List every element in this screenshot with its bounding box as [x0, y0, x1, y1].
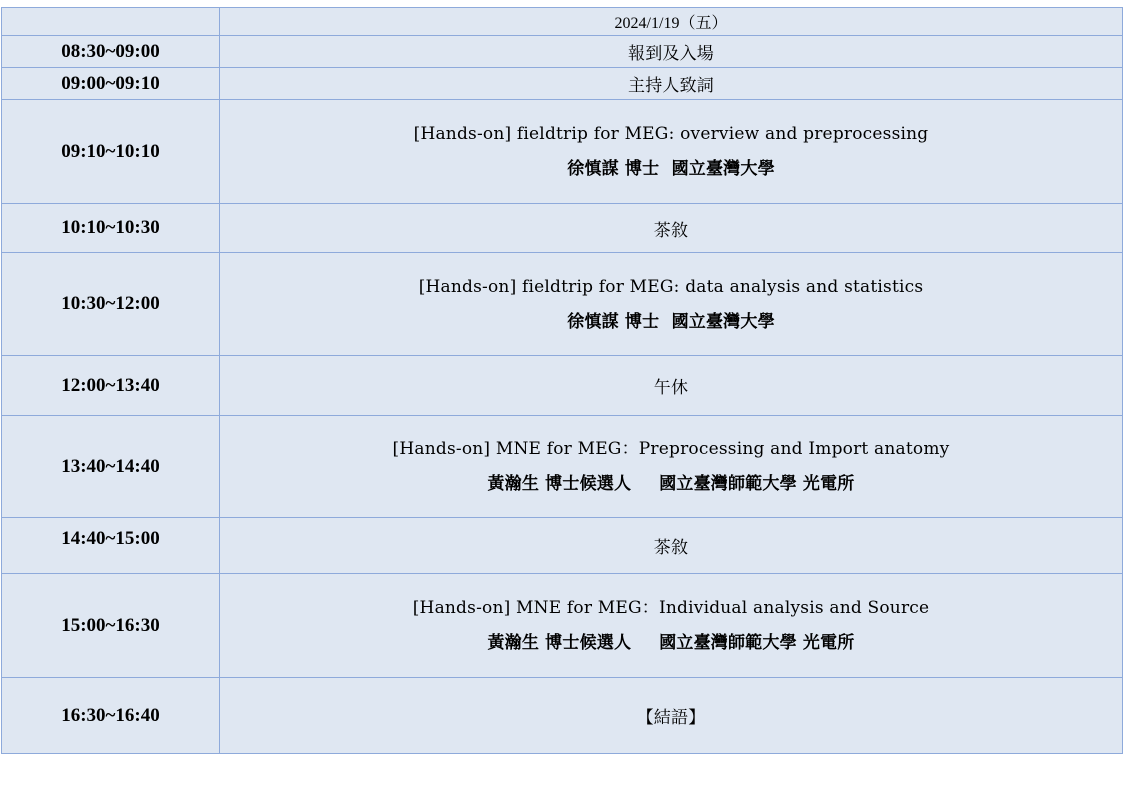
table-row — [2, 68, 1123, 100]
table-row — [2, 574, 1123, 678]
speaker-affiliation: 國立臺灣大學 — [671, 311, 775, 332]
table-row — [2, 356, 1123, 416]
speaker-name: 黃瀚生 博士候選人 — [487, 474, 632, 494]
session-title: [Hands-on] fieldtrip for MEG: data analysis and statistics — [418, 276, 924, 297]
schedule-table — [1, 7, 1123, 754]
time-cell: 16:30~16:40 — [2, 678, 220, 754]
time-cell: 10:30~12:00 — [2, 253, 220, 356]
date-header-cell: 2024/1/19（五） — [220, 8, 1123, 36]
time-cell: 09:10~10:10 — [2, 100, 220, 204]
header-row — [2, 8, 1123, 36]
time-cell: 15:00~16:30 — [2, 574, 220, 678]
program-cell: 午休 — [220, 356, 1123, 416]
session-title: [Hands-on] MNE for MEG：Preprocessing and Import anatomy — [392, 439, 950, 459]
program-cell — [220, 574, 1123, 678]
time-cell: 14:40~15:00 — [2, 518, 220, 574]
table-row — [2, 204, 1123, 253]
program-cell: 主持人致詞 — [220, 68, 1123, 100]
program-cell: 【結語】 — [220, 678, 1123, 754]
session-title: [Hands-on] fieldtrip for MEG: overview and preprocessing — [413, 124, 929, 144]
time-header-cell — [2, 8, 220, 36]
speaker-line — [220, 158, 1122, 180]
speaker-affiliation: 國立臺灣大學 — [671, 159, 775, 179]
speaker-affiliation: 國立臺灣師範大學 光電所 — [659, 474, 855, 494]
speaker-line — [220, 311, 1122, 333]
time-cell: 13:40~14:40 — [2, 416, 220, 518]
program-cell: 茶敘 — [220, 204, 1123, 253]
table-row — [2, 36, 1123, 68]
speaker-line — [220, 473, 1122, 495]
program-cell: 茶敘 — [220, 518, 1123, 574]
program-cell — [220, 100, 1123, 204]
table-row — [2, 518, 1123, 574]
speaker-name: 黃瀚生 博士候選人 — [487, 633, 632, 653]
program-cell — [220, 416, 1123, 518]
program-cell: 報到及入場 — [220, 36, 1123, 68]
speaker-affiliation: 國立臺灣師範大學 光電所 — [659, 633, 855, 653]
speaker-name: 徐慎謀 博士 — [567, 159, 660, 179]
speaker-line — [220, 632, 1122, 654]
table-row — [2, 678, 1123, 754]
time-cell: 08:30~09:00 — [2, 36, 220, 68]
table-row — [2, 100, 1123, 204]
session-title: [Hands-on] MNE for MEG：Individual analysis and Source — [412, 598, 930, 618]
time-cell: 10:10~10:30 — [2, 204, 220, 253]
table-row — [2, 416, 1123, 518]
table-row — [2, 253, 1123, 356]
time-cell: 09:00~09:10 — [2, 68, 220, 100]
time-cell: 12:00~13:40 — [2, 356, 220, 416]
program-cell — [220, 253, 1123, 356]
speaker-name: 徐慎謀 博士 — [567, 311, 660, 332]
